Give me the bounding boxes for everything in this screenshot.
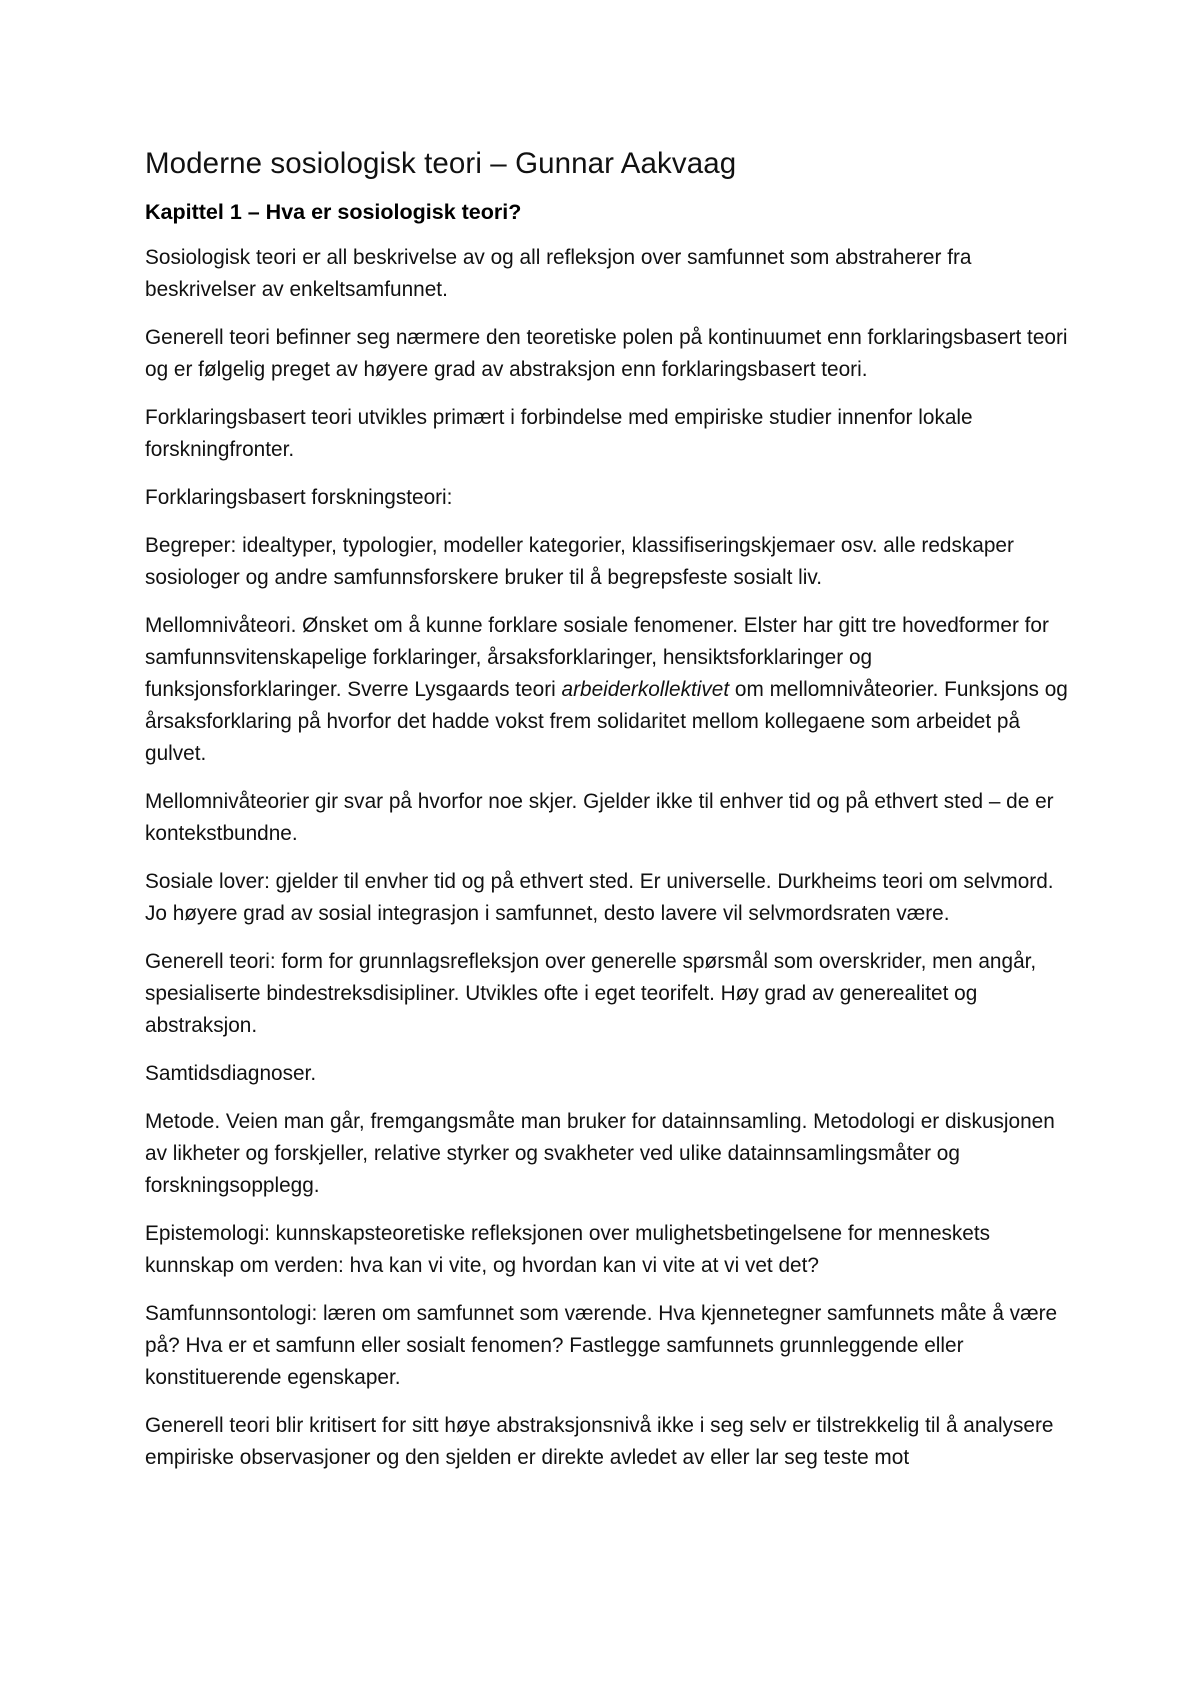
paragraph-definition: Sosiologisk teori er all beskrivelse av og all refleksjon over samfunnet som abstraherer fra beskrivelser av enkeltsamfunnet. [145,246,972,301]
middle-range-text-after: om mellomnivåteorier. Funksjons og årsaksforklaring på hvorfor det hadde vokst frem solidaritet mellom kollegaene som arbeidet på gulvet. [145,678,1068,765]
paragraph-criticism: Generell teori blir kritisert for sitt høye abstraksjonsnivå ikke i seg selv er tilstrekkelig til å analysere empiriske observasjoner og den sjelden er direkte avledet av eller lar seg teste mot [145,1414,1054,1469]
paragraph-explanatory-research-theory: Forklaringsbasert forskningsteori: [145,486,453,509]
paragraph-middle-range-answers: Mellomnivåteorier gir svar på hvorfor noe skjer. Gjelder ikke til enhver tid og på ethvert sted – de er kontekstbundne. [145,790,1054,845]
paragraph-middle-range-theory [145,610,1070,770]
paragraph-explanatory-theory: Forklaringsbasert teori utvikles primært i forbindelse med empiriske studier innenfor lokale forskningfronter. [145,406,973,461]
paragraph-social-laws: Sosiale lover: gjelder til envher tid og på ethvert sted. Er universelle. Durkheims teori om selvmord. Jo høyere grad av sosial integrasjon i samfunnet, desto lavere vil selvmordsraten være. [145,870,1054,925]
paragraph-concepts: Begreper: idealtyper, typologier, modeller kategorier, klassifiseringskjemaer osv. alle redskaper sosiologer og andre samfunnsforskere bruker til å begrepsfeste sosialt liv. [145,534,1014,589]
paragraph-general-theory: Generell teori befinner seg nærmere den teoretiske polen på kontinuumet enn forklaringsbasert teori og er følgelig preget av høyere grad av abstraksjon enn forklaringsbasert teori. [145,326,1068,381]
paragraph-epistemology: Epistemologi: kunnskapsteoretiske refleksjonen over mulighetsbetingelsene for menneskets kunnskap om verden: hva kan vi vite, og hvordan kan vi vite at vi vet det? [145,1222,991,1277]
paragraph-general-theory-definition: Generell teori: form for grunnlagsrefleksjon over generelle spørsmål som overskrider, men angår, spesialiserte bindestreksdisipliner. Utvikles ofte i eget teorifelt. Høy grad av generealitet og abstraksjon. [145,950,1037,1037]
paragraph-social-ontology: Samfunnsontologi: læren om samfunnet som værende. Hva kjennetegner samfunnets måte å være på? Hva er et samfunn eller sosialt fenomen? Fastlegge samfunnets grunnleggende eller konstituerende egenskaper. [145,1302,1058,1389]
document-title: Moderne sosiologisk teori – Gunnar Aakvaag [145,147,737,180]
middle-range-text-before: Mellomnivåteori. Ønsket om å kunne forklare sosiale fenomener. Elster har gitt tre hovedformer for samfunnsvitenskapelige forklaringer, årsaksforklaringer, hensiktsforklaringer og funksjonsforklaringer. Sverre Lysgaards teori [145,614,1049,701]
paragraph-contemporary-diagnoses: Samtidsdiagnoser. [145,1062,317,1085]
middle-range-italic-term: arbeiderkollektivet [561,678,730,701]
chapter-heading: Kapittel 1 – Hva er sosiologisk teori? [145,200,522,224]
paragraph-method: Metode. Veien man går, fremgangsmåte man bruker for datainnsamling. Metodologi er diskusjonen av likheter og forskjeller, relative styrker og svakheter ved ulike datainnsamlingsmåter og forskningsopplegg. [145,1110,1055,1197]
document-body [145,146,1070,1490]
